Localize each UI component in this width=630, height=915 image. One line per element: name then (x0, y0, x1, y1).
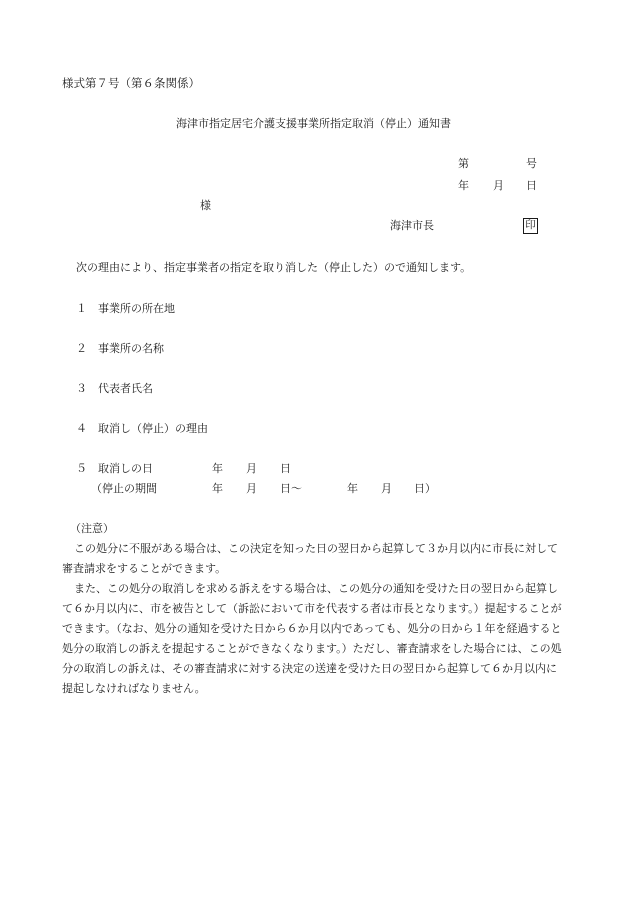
period-to-year: 年 (347, 482, 358, 495)
item-label-cancel-date: 取消しの日 (98, 462, 153, 475)
period-to-month: 月 (381, 482, 392, 495)
item-label-location: 事業所の所在地 (98, 302, 175, 315)
intro-text: 次の理由により、指定事業者の指定を取り消した（停止した）ので通知します。 (76, 261, 472, 274)
doc-number-go: 号 (526, 157, 537, 170)
notes-heading: （注意） (70, 522, 114, 535)
period-from-month: 月 (246, 482, 257, 495)
suspension-period-label: （停止の期間 (91, 482, 157, 495)
cancel-date-day: 日 (280, 462, 291, 475)
item-number: １ (76, 302, 87, 315)
notes-paragraph-appeal: この処分に不服がある場合は、この決定を知った日の翌日から起算して３か月以内に市長に対して審査請求をすることができます。 (62, 542, 558, 575)
item-label-name: 事業所の名称 (98, 342, 164, 355)
period-from-day: 日〜 (280, 482, 302, 495)
date-year: 年 (458, 179, 469, 192)
document-title: 海津市指定居宅介護支援事業所指定取消（停止）通知書 (176, 117, 451, 130)
date-month: 月 (493, 179, 504, 192)
item-label-representative: 代表者氏名 (98, 382, 153, 395)
doc-number-dai: 第 (458, 157, 469, 170)
period-to-day: 日） (414, 482, 436, 495)
seal-stamp: 印 (523, 218, 538, 234)
cancel-date-year: 年 (212, 462, 223, 475)
cancel-date-month: 月 (246, 462, 257, 475)
addressee-suffix: 様 (200, 199, 211, 212)
item-number: ４ (76, 422, 87, 435)
period-from-year: 年 (212, 482, 223, 495)
date-day: 日 (526, 179, 537, 192)
form-number: 様式第７号（第６条関係） (62, 76, 200, 90)
sender-name: 海津市長 (390, 219, 434, 232)
item-number: ５ (76, 462, 87, 475)
item-label-reason: 取消し（停止）の理由 (98, 422, 208, 435)
item-number: ２ (76, 342, 87, 355)
notes-paragraph-lawsuit: また、この処分の取消しを求める訴えをする場合は、この処分の通知を受けた日の翌日から起算して６か月以内に、市を被告として（訴訟において市を代表する者は市長となります。）提起することができます。（なお、処分の通知を受けた日から６か月以内であっても、処分の日から１年を経過すると処分の取消しの訴えを提起することができなくなります。）ただし、審査請求をした場合には、この処分の取消しの訴えは、その審査請求に対する決定の送達を受けた日の翌日から起算して６か月以内に提起しなければなりません。 (62, 582, 562, 695)
item-number: ３ (76, 382, 87, 395)
